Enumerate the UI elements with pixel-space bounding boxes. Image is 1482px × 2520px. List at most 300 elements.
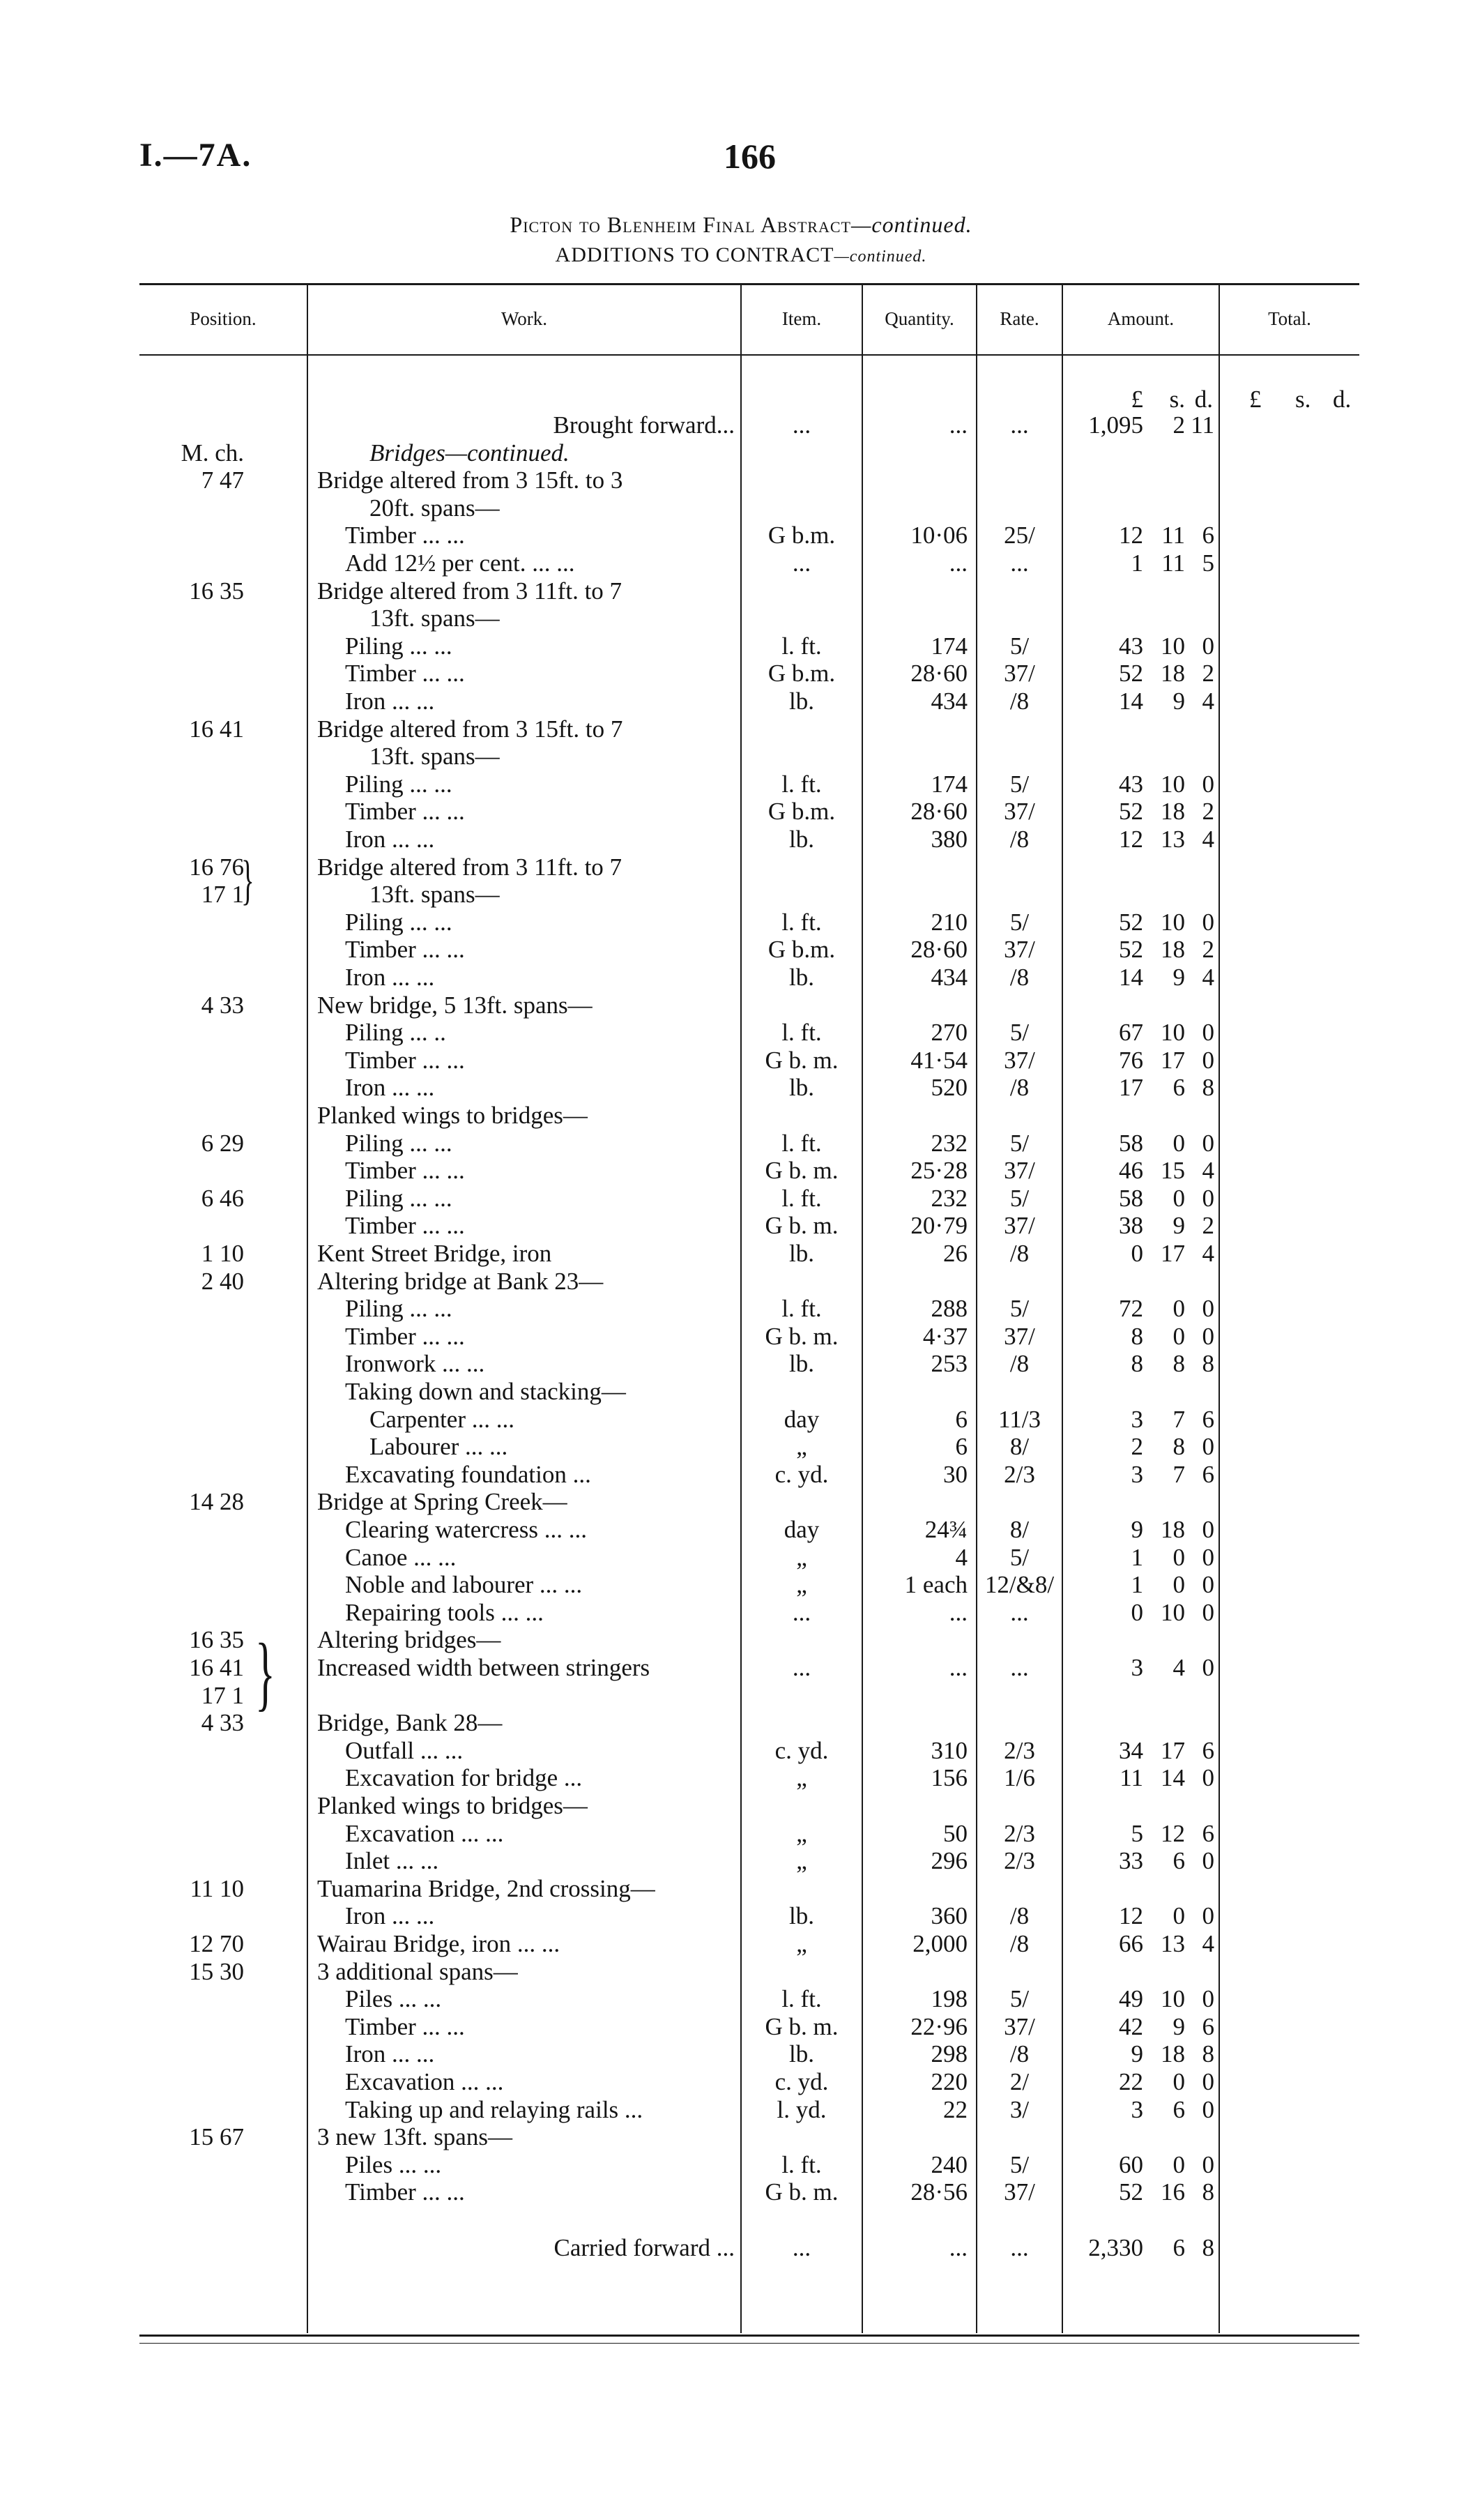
- work-cell: Increased width between stringers: [317, 1654, 650, 1681]
- amount-pence-cell: 0: [1202, 1902, 1214, 1929]
- header-rate: Rate.: [1000, 308, 1039, 329]
- amount-shillings-cell: 12: [1161, 1820, 1185, 1847]
- title-main: Picton to Blenheim Final Abstract: [510, 212, 851, 237]
- item-cell: ...: [792, 1599, 811, 1626]
- amount-pence-cell: 2: [1202, 660, 1214, 687]
- amount-shillings-cell: 10: [1161, 909, 1185, 936]
- quantity-cell: ...: [949, 2234, 968, 2261]
- quantity-cell: 6: [955, 1406, 968, 1433]
- rate-cell: 5/: [1009, 632, 1030, 660]
- quantity-cell: 2,000: [912, 1930, 968, 1957]
- rate-cell: 37/: [1004, 798, 1035, 825]
- amount-pounds-cell: 3: [1131, 1654, 1143, 1681]
- item-cell: G b.m.: [767, 798, 836, 825]
- item-cell: G b. m.: [765, 1323, 839, 1350]
- work-cell: Timber ... ...: [345, 522, 465, 549]
- amount-shillings-cell: 6: [1172, 1847, 1185, 1874]
- amount-pounds-cell: 1: [1131, 1544, 1143, 1571]
- position-cell: 1 10: [201, 1240, 244, 1267]
- quantity-cell: 253: [931, 1350, 968, 1377]
- rate-cell: 37/: [1004, 1157, 1035, 1184]
- work-cell: Bridge, Bank 28—: [317, 1709, 503, 1736]
- item-cell: lb.: [789, 964, 814, 991]
- rate-cell: 2/3: [1004, 1847, 1035, 1874]
- position-cell: 16 41: [189, 1654, 244, 1681]
- table-top-rule: [139, 283, 1359, 285]
- quantity-cell: ...: [949, 411, 968, 439]
- amount-pence-cell: 0: [1202, 1130, 1214, 1157]
- title-continued: —continued.: [850, 212, 972, 237]
- quantity-cell: 232: [931, 1185, 968, 1212]
- quantity-cell: ...: [949, 1654, 968, 1681]
- amount-pounds-cell: 3: [1131, 1461, 1143, 1488]
- work-cell: Noble and labourer ... ...: [345, 1571, 583, 1598]
- work-cell: Timber ... ...: [345, 1157, 465, 1184]
- item-cell: G b. m.: [765, 1212, 839, 1239]
- amount-shillings-cell: 9: [1172, 964, 1185, 991]
- position-cell: 6 29: [201, 1130, 244, 1157]
- work-cell: Piling ... ...: [345, 1185, 452, 1212]
- amount-pence-cell: 6: [1202, 1737, 1214, 1764]
- item-cell: l. yd.: [777, 2096, 827, 2123]
- quantity-cell: 232: [931, 1130, 968, 1157]
- quantity-cell: 10·06: [910, 522, 968, 549]
- rate-cell: 37/: [1004, 936, 1035, 963]
- rate-cell: 25/: [1004, 522, 1035, 549]
- amount-pounds-cell: 8: [1131, 1350, 1143, 1377]
- work-cell: Wairau Bridge, iron ... ...: [317, 1930, 560, 1957]
- work-cell: Piles ... ...: [345, 2151, 442, 2178]
- work-cell: 20ft. spans—: [369, 494, 500, 522]
- work-cell: Piling ... ...: [345, 771, 452, 798]
- work-cell: Timber ... ...: [345, 936, 465, 963]
- header-total: Total.: [1268, 308, 1311, 329]
- quantity-cell: 28·60: [910, 798, 968, 825]
- work-cell: Planked wings to bridges—: [317, 1102, 588, 1129]
- quantity-cell: 380: [931, 826, 968, 853]
- rate-cell: /8: [1009, 1930, 1030, 1957]
- position-cell: 2 40: [201, 1268, 244, 1295]
- amount-pence-cell: 6: [1202, 1820, 1214, 1847]
- amount-pence-cell: 0: [1202, 1323, 1214, 1350]
- brace-16-35-17-1: }: [255, 1626, 275, 1719]
- amount-shillings-cell: 0: [1172, 1130, 1185, 1157]
- amount-shillings-cell: 9: [1172, 1212, 1185, 1239]
- position-cell: 14 28: [189, 1488, 244, 1515]
- position-cell: 17 1: [201, 881, 244, 908]
- amount-pounds-cell: 8: [1131, 1323, 1143, 1350]
- work-cell: Iron ... ...: [345, 1074, 435, 1101]
- amount-pence-cell: 5: [1202, 549, 1214, 577]
- amount-pounds-cell: 12: [1119, 1902, 1143, 1929]
- position-cell: 4 33: [201, 1709, 244, 1736]
- header-item: Item.: [781, 308, 822, 329]
- quantity-cell: 25·28: [910, 1157, 968, 1184]
- position-cell: 12 70: [189, 1930, 244, 1957]
- work-cell: Piles ... ...: [345, 1985, 442, 2012]
- page-reference: I.—7A.: [139, 137, 252, 174]
- amount-shillings-cell: 17: [1161, 1737, 1185, 1764]
- work-cell: Outfall ... ...: [345, 1737, 464, 1764]
- work-cell: Repairing tools ... ...: [345, 1599, 544, 1626]
- amount-shillings-cell: 8: [1172, 1350, 1185, 1377]
- amount-pence-cell: 6: [1202, 2013, 1214, 2040]
- amount-pence-cell: 6: [1202, 1406, 1214, 1433]
- amount-pounds-cell: 52: [1119, 2178, 1143, 2206]
- amount-pounds-cell: 5: [1131, 1820, 1143, 1847]
- work-cell: 3 additional spans—: [317, 1958, 518, 1985]
- position-cell: 16 41: [189, 715, 244, 743]
- amount-pounds-cell: 52: [1119, 909, 1143, 936]
- work-cell: Bridge altered from 3 11ft. to 7: [317, 577, 622, 605]
- item-cell: G b. m.: [765, 1047, 839, 1074]
- amount-pounds-cell: 46: [1119, 1157, 1143, 1184]
- total-pounds-symbol: £: [1249, 386, 1262, 413]
- rate-cell: 5/: [1009, 1295, 1030, 1322]
- amount-shillings-cell: 10: [1161, 1599, 1185, 1626]
- position-cell: 15 30: [189, 1958, 244, 1985]
- amount-pounds-cell: 0: [1131, 1599, 1143, 1626]
- quantity-cell: 240: [931, 2151, 968, 2178]
- amount-pounds-cell: 43: [1119, 771, 1143, 798]
- amount-pence-cell: 0: [1202, 771, 1214, 798]
- rate-cell: ...: [1010, 2234, 1029, 2261]
- amount-pounds-cell: 1,095: [1088, 411, 1143, 439]
- amount-pence-cell: 6: [1202, 1461, 1214, 1488]
- amount-pence-cell: 0: [1202, 2151, 1214, 2178]
- rate-cell: /8: [1009, 964, 1030, 991]
- amount-pounds-cell: 33: [1119, 1847, 1143, 1874]
- work-cell: Inlet ... ...: [345, 1847, 439, 1874]
- item-cell: ...: [792, 1654, 811, 1681]
- amount-shillings-cell: 18: [1161, 798, 1185, 825]
- position-cell: 4 33: [201, 992, 244, 1019]
- work-cell: Excavation for bridge ...: [345, 1764, 583, 1791]
- position-cell: 7 47: [201, 466, 244, 494]
- amount-shillings-cell: 2: [1172, 411, 1185, 439]
- quantity-cell: 298: [931, 2040, 968, 2067]
- quantity-cell: 310: [931, 1737, 968, 1764]
- work-cell: Kent Street Bridge, iron: [317, 1240, 552, 1267]
- work-cell: Carried forward ...: [553, 2234, 735, 2261]
- work-cell: Brought forward...: [553, 411, 735, 439]
- rate-cell: 5/: [1009, 2151, 1030, 2178]
- amount-shillings-cell: 7: [1172, 1461, 1185, 1488]
- item-cell: ...: [792, 2234, 811, 2261]
- table-bottom-rule-thin: [139, 2343, 1359, 2344]
- amount-shillings-cell: 7: [1172, 1406, 1185, 1433]
- amount-shillings-cell: 17: [1161, 1240, 1185, 1267]
- quantity-cell: 22·96: [910, 2013, 968, 2040]
- amount-shillings-cell: 6: [1172, 2096, 1185, 2123]
- rate-cell: 5/: [1009, 771, 1030, 798]
- rate-cell: 37/: [1004, 1323, 1035, 1350]
- amount-pounds-cell: 76: [1119, 1047, 1143, 1074]
- work-cell: Excavation ... ...: [345, 2068, 504, 2095]
- amount-pence-cell: 4: [1202, 688, 1214, 715]
- item-cell: G b. m.: [765, 2013, 839, 2040]
- quantity-cell: 288: [931, 1295, 968, 1322]
- quantity-cell: 28·60: [910, 936, 968, 963]
- item-cell: „: [796, 1571, 807, 1598]
- work-cell: Bridge altered from 3 15ft. to 7: [317, 715, 623, 743]
- rate-cell: /8: [1009, 2040, 1030, 2067]
- amount-pence-cell: 8: [1202, 1350, 1214, 1377]
- amount-shillings-cell: 18: [1161, 660, 1185, 687]
- work-cell: 13ft. spans—: [369, 881, 500, 908]
- item-cell: l. ft.: [781, 1295, 822, 1322]
- amount-pence-cell: 4: [1202, 826, 1214, 853]
- rate-cell: ...: [1010, 1654, 1029, 1681]
- work-cell: 13ft. spans—: [369, 605, 500, 632]
- amount-pounds-cell: 52: [1119, 936, 1143, 963]
- amount-pence-cell: 0: [1202, 1985, 1214, 2012]
- rate-cell: 5/: [1009, 1185, 1030, 1212]
- item-cell: G b.m.: [767, 936, 836, 963]
- item-cell: lb.: [789, 826, 814, 853]
- rate-cell: 37/: [1004, 2013, 1035, 2040]
- item-cell: „: [796, 1433, 807, 1460]
- rate-cell: 5/: [1009, 1544, 1030, 1571]
- position-cell: 16 35: [189, 577, 244, 605]
- amount-shillings-cell: 9: [1172, 2013, 1185, 2040]
- item-cell: l. ft.: [781, 1985, 822, 2012]
- amount-pence-cell: 0: [1202, 632, 1214, 660]
- position-cell: 15 67: [189, 2123, 244, 2150]
- amount-pence-cell: 0: [1202, 1571, 1214, 1598]
- quantity-cell: 296: [931, 1847, 968, 1874]
- amount-pence-cell: 8: [1202, 1074, 1214, 1101]
- amount-shillings-cell: 9: [1172, 688, 1185, 715]
- amount-pounds-cell: 2,330: [1088, 2234, 1143, 2261]
- amount-pence-cell: 2: [1202, 1212, 1214, 1239]
- total-pence-symbol: d.: [1333, 386, 1352, 413]
- quantity-cell: 1 each: [904, 1571, 968, 1598]
- item-cell: G b.m.: [767, 522, 836, 549]
- amount-shillings-cell: 0: [1172, 1902, 1185, 1929]
- work-cell: Iron ... ...: [345, 1902, 435, 1929]
- amount-pounds-cell: 12: [1119, 826, 1143, 853]
- amount-pounds-cell: 42: [1119, 2013, 1143, 2040]
- work-cell: Bridge altered from 3 15ft. to 3: [317, 466, 623, 494]
- amount-shillings-cell: 0: [1172, 1185, 1185, 1212]
- amount-pounds-cell: 1: [1131, 549, 1143, 577]
- work-cell: Piling ... ..: [345, 1019, 446, 1046]
- rate-cell: 2/3: [1004, 1737, 1035, 1764]
- work-cell: Iron ... ...: [345, 964, 435, 991]
- work-cell: Timber ... ...: [345, 660, 465, 687]
- work-cell: Taking down and stacking—: [345, 1378, 626, 1405]
- header-amount: Amount.: [1107, 308, 1175, 329]
- item-cell: lb.: [789, 1350, 814, 1377]
- rate-cell: 5/: [1009, 1019, 1030, 1046]
- amount-pounds-symbol: £: [1131, 386, 1143, 413]
- position-cell: 16 76: [189, 853, 244, 881]
- amount-pence-cell: 11: [1191, 411, 1214, 439]
- quantity-cell: 30: [943, 1461, 968, 1488]
- item-cell: ...: [792, 411, 811, 439]
- amount-shillings-cell: 16: [1161, 2178, 1185, 2206]
- rate-cell: 5/: [1009, 1985, 1030, 2012]
- quantity-cell: 6: [955, 1433, 968, 1460]
- work-cell: Timber ... ...: [345, 1212, 465, 1239]
- item-cell: „: [796, 1764, 807, 1791]
- work-cell: 3 new 13ft. spans—: [317, 2123, 512, 2150]
- page-title: [0, 212, 1482, 238]
- amount-shillings-cell: 14: [1161, 1764, 1185, 1791]
- amount-pence-cell: 8: [1202, 2178, 1214, 2206]
- work-cell: Piling ... ...: [345, 1295, 452, 1322]
- work-cell: Piling ... ...: [345, 909, 452, 936]
- work-cell: New bridge, 5 13ft. spans—: [317, 992, 593, 1019]
- amount-shillings-cell: 18: [1161, 936, 1185, 963]
- item-cell: l. ft.: [781, 909, 822, 936]
- work-cell: Bridges—continued.: [369, 439, 570, 466]
- item-cell: c. yd.: [774, 1461, 829, 1488]
- amount-pence-cell: 0: [1202, 909, 1214, 936]
- amount-shillings-symbol: s.: [1169, 386, 1185, 413]
- amount-shillings-cell: 11: [1161, 522, 1185, 549]
- page-number: 166: [724, 137, 776, 176]
- rate-cell: 8/: [1009, 1433, 1030, 1460]
- amount-pence-cell: 0: [1202, 1847, 1214, 1874]
- quantity-cell: 26: [943, 1240, 968, 1267]
- amount-pence-symbol: d.: [1194, 386, 1213, 413]
- quantity-cell: 174: [931, 771, 968, 798]
- divider-rate-amount: [1062, 283, 1063, 2333]
- amount-pounds-cell: 9: [1131, 1516, 1143, 1543]
- rate-cell: 5/: [1009, 909, 1030, 936]
- quantity-cell: 41·54: [910, 1047, 968, 1074]
- amount-shillings-cell: 15: [1161, 1157, 1185, 1184]
- position-cell: 16 35: [189, 1626, 244, 1653]
- amount-shillings-cell: 6: [1172, 1074, 1185, 1101]
- rate-cell: /8: [1009, 1902, 1030, 1929]
- quantity-cell: 28·56: [910, 2178, 968, 2206]
- amount-pence-cell: 2: [1202, 798, 1214, 825]
- amount-pounds-cell: 52: [1119, 798, 1143, 825]
- brace-16-76-17-1: }: [241, 849, 254, 910]
- rate-cell: /8: [1009, 1350, 1030, 1377]
- item-cell: „: [796, 1544, 807, 1571]
- work-cell: Timber ... ...: [345, 2013, 465, 2040]
- item-cell: G b. m.: [765, 1157, 839, 1184]
- work-cell: Altering bridge at Bank 23—: [317, 1268, 604, 1295]
- rate-cell: ...: [1010, 1599, 1029, 1626]
- item-cell: lb.: [789, 1902, 814, 1929]
- table-bottom-rule: [139, 2335, 1359, 2337]
- work-cell: Altering bridges—: [317, 1626, 501, 1653]
- amount-pounds-cell: 22: [1119, 2068, 1143, 2095]
- work-cell: Canoe ... ...: [345, 1544, 457, 1571]
- quantity-cell: 210: [931, 909, 968, 936]
- quantity-cell: 20·79: [910, 1212, 968, 1239]
- item-cell: l. ft.: [781, 2151, 822, 2178]
- amount-shillings-cell: 10: [1161, 771, 1185, 798]
- amount-shillings-cell: 0: [1172, 1295, 1185, 1322]
- amount-pounds-cell: 38: [1119, 1212, 1143, 1239]
- rate-cell: 37/: [1004, 660, 1035, 687]
- rate-cell: 8/: [1009, 1516, 1030, 1543]
- amount-shillings-cell: 4: [1172, 1654, 1185, 1681]
- quantity-cell: 174: [931, 632, 968, 660]
- amount-pence-cell: 0: [1202, 1764, 1214, 1791]
- quantity-cell: 24¾: [924, 1516, 968, 1543]
- subtitle-main: ADDITIONS TO CONTRACT: [555, 243, 834, 266]
- work-cell: Timber ... ...: [345, 2178, 465, 2206]
- work-cell: Excavating foundation ...: [345, 1461, 591, 1488]
- item-cell: day: [784, 1406, 820, 1433]
- item-cell: lb.: [789, 2040, 814, 2067]
- work-cell: Iron ... ...: [345, 2040, 435, 2067]
- work-cell: Piling ... ...: [345, 632, 452, 660]
- amount-shillings-cell: 0: [1172, 1544, 1185, 1571]
- quantity-cell: 4·37: [922, 1323, 968, 1350]
- page-subtitle: [0, 243, 1482, 267]
- amount-shillings-cell: 10: [1161, 632, 1185, 660]
- amount-shillings-cell: 0: [1172, 1323, 1185, 1350]
- item-cell: l. ft.: [781, 771, 822, 798]
- rate-cell: 2/3: [1004, 1820, 1035, 1847]
- work-cell: Iron ... ...: [345, 688, 435, 715]
- amount-pence-cell: 8: [1202, 2040, 1214, 2067]
- item-cell: c. yd.: [774, 1737, 829, 1764]
- amount-pounds-cell: 72: [1119, 1295, 1143, 1322]
- item-cell: „: [796, 1847, 807, 1874]
- item-cell: „: [796, 1820, 807, 1847]
- rate-cell: 2/: [1009, 2068, 1030, 2095]
- work-cell: Carpenter ... ...: [369, 1406, 514, 1433]
- work-cell: Timber ... ...: [345, 798, 465, 825]
- amount-pounds-cell: 2: [1131, 1433, 1143, 1460]
- quantity-cell: 50: [943, 1820, 968, 1847]
- work-cell: Taking up and relaying rails ...: [345, 2096, 643, 2123]
- work-cell: Timber ... ...: [345, 1047, 465, 1074]
- amount-pence-cell: 4: [1202, 1240, 1214, 1267]
- amount-pounds-cell: 3: [1131, 1406, 1143, 1433]
- amount-pounds-cell: 43: [1119, 632, 1143, 660]
- amount-shillings-cell: 0: [1172, 1571, 1185, 1598]
- subtitle-continued: —continued.: [834, 248, 927, 266]
- quantity-cell: 28·60: [910, 660, 968, 687]
- amount-shillings-cell: 18: [1161, 1516, 1185, 1543]
- amount-pounds-cell: 14: [1119, 964, 1143, 991]
- amount-pounds-cell: 34: [1119, 1737, 1143, 1764]
- position-cell: 11 10: [190, 1875, 244, 1902]
- amount-pounds-cell: 9: [1131, 2040, 1143, 2067]
- rate-cell: 37/: [1004, 2178, 1035, 2206]
- work-cell: Excavation ... ...: [345, 1820, 504, 1847]
- quantity-cell: 4: [955, 1544, 968, 1571]
- quantity-cell: 220: [931, 2068, 968, 2095]
- amount-pence-cell: 4: [1202, 964, 1214, 991]
- quantity-cell: 434: [931, 688, 968, 715]
- amount-pounds-cell: 12: [1119, 522, 1143, 549]
- quantity-cell: 270: [931, 1019, 968, 1046]
- position-cell: 6 46: [201, 1185, 244, 1212]
- amount-pence-cell: 0: [1202, 2096, 1214, 2123]
- amount-pence-cell: 0: [1202, 1654, 1214, 1681]
- amount-pounds-cell: 0: [1131, 1240, 1143, 1267]
- amount-pence-cell: 0: [1202, 1599, 1214, 1626]
- amount-pounds-cell: 58: [1119, 1185, 1143, 1212]
- work-cell: Planked wings to bridges—: [317, 1792, 588, 1819]
- amount-pence-cell: 4: [1202, 1930, 1214, 1957]
- work-cell: Piling ... ...: [345, 1130, 452, 1157]
- work-cell: 13ft. spans—: [369, 743, 500, 770]
- work-cell: Bridge at Spring Creek—: [317, 1488, 567, 1515]
- quantity-cell: 198: [931, 1985, 968, 2012]
